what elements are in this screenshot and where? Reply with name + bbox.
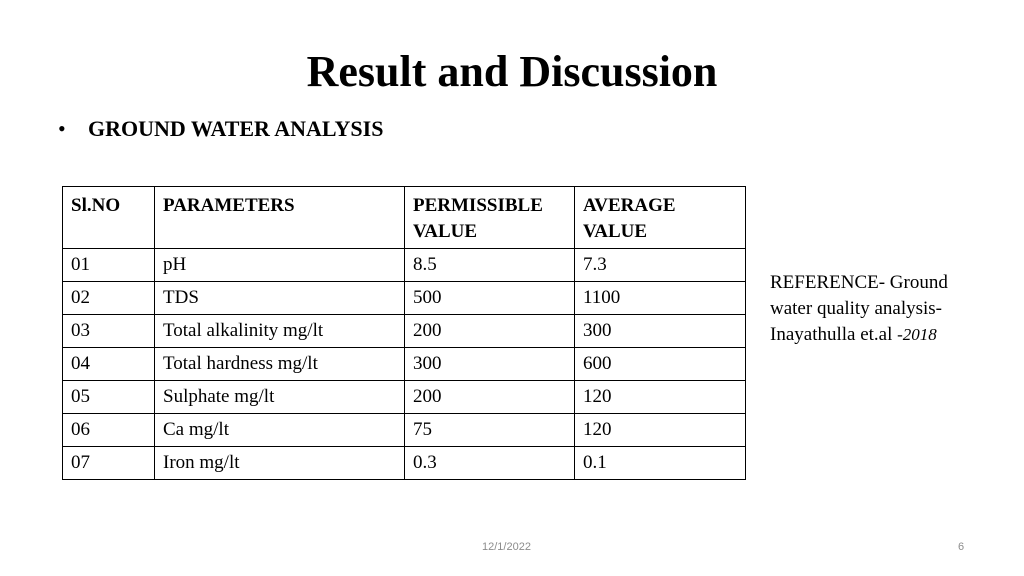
header-average-value: AVERAGE VALUE [575, 187, 746, 249]
table-row [63, 414, 746, 447]
cell-permissible: 500 [405, 282, 575, 315]
header-parameters: PARAMETERS [155, 187, 405, 249]
table-row [63, 447, 746, 480]
cell-permissible: 300 [405, 348, 575, 381]
cell-permissible: 75 [405, 414, 575, 447]
cell-average: 0.1 [575, 447, 746, 480]
cell-permissible: 200 [405, 381, 575, 414]
reference-text: REFERENCE- Ground water quality analysis- Inayathulla et.al [770, 272, 948, 345]
cell-average: 300 [575, 315, 746, 348]
cell-slno: 03 [63, 315, 155, 348]
table-row [63, 282, 746, 315]
cell-permissible: 8.5 [405, 249, 575, 282]
cell-parameter: Total alkalinity mg/lt [155, 315, 405, 348]
table-row [63, 381, 746, 414]
table-row [63, 249, 746, 282]
cell-permissible: 200 [405, 315, 575, 348]
cell-slno: 06 [63, 414, 155, 447]
bullet-item [58, 114, 383, 144]
slide-title: Result and Discussion [306, 47, 718, 96]
cell-average: 7.3 [575, 249, 746, 282]
slide-number: 6 [958, 541, 965, 553]
bullet-icon: • [58, 116, 66, 141]
reference-year: -2018 [897, 325, 937, 344]
water-analysis-table [62, 186, 746, 480]
cell-average: 1100 [575, 282, 746, 315]
reference-note [770, 270, 990, 348]
header-permissible-value: PERMISSIBLE VALUE [405, 187, 575, 249]
cell-slno: 04 [63, 348, 155, 381]
cell-slno: 05 [63, 381, 155, 414]
cell-parameter: Iron mg/lt [155, 447, 405, 480]
table-row [63, 348, 746, 381]
header-slno: Sl.NO [63, 187, 155, 249]
cell-parameter: TDS [155, 282, 405, 315]
table-row [63, 315, 746, 348]
cell-parameter: Sulphate mg/lt [155, 381, 405, 414]
cell-permissible: 0.3 [405, 447, 575, 480]
cell-parameter: Ca mg/lt [155, 414, 405, 447]
cell-average: 120 [575, 381, 746, 414]
cell-slno: 02 [63, 282, 155, 315]
cell-parameter: Total hardness mg/lt [155, 348, 405, 381]
bullet-text: GROUND WATER ANALYSIS [88, 116, 384, 141]
cell-average: 600 [575, 348, 746, 381]
cell-parameter: pH [155, 249, 405, 282]
table-header-row [63, 187, 746, 249]
cell-slno: 07 [63, 447, 155, 480]
footer-date: 12/1/2022 [482, 541, 531, 553]
cell-average: 120 [575, 414, 746, 447]
cell-slno: 01 [63, 249, 155, 282]
